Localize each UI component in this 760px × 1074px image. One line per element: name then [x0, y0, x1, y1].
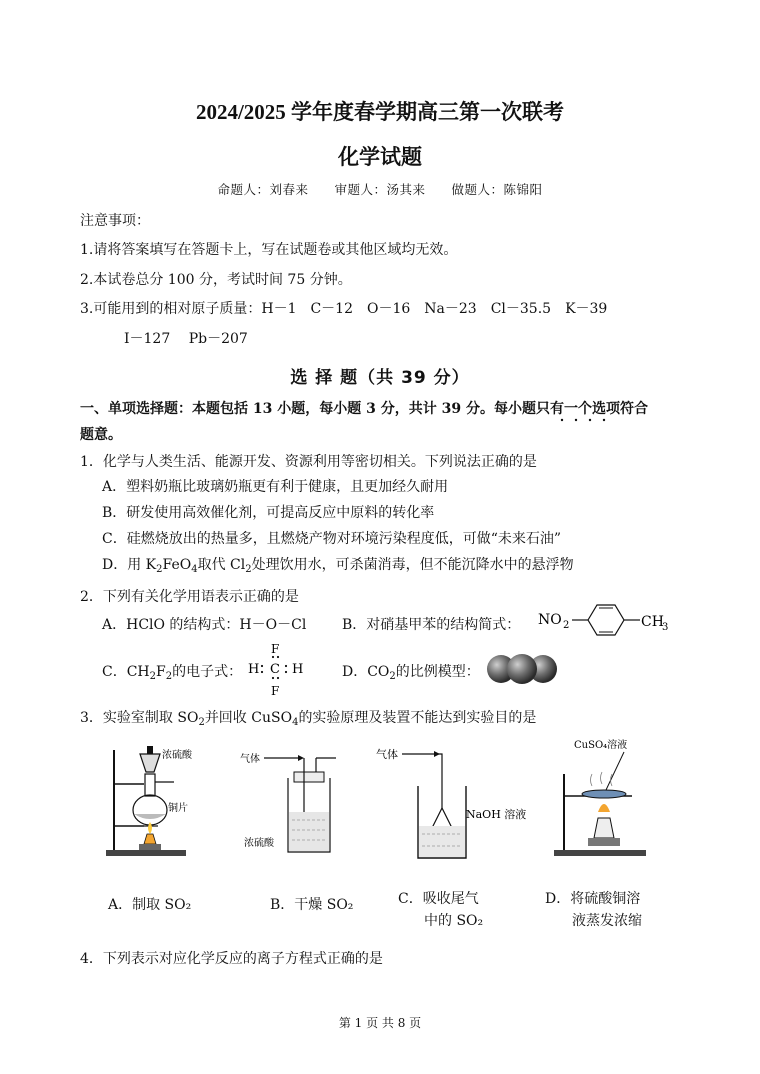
page-footer: 第 1 页 共 8 页 [338, 1016, 422, 1030]
section-instructions-cont: 题意。 [80, 427, 122, 443]
nitrotoluene-structure [530, 596, 680, 642]
ef-f-top: F [271, 642, 280, 656]
caption-d-line1: D．将硫酸铜溶 [545, 891, 641, 907]
notice-item-2: 2.本试卷总分 100 分，考试时间 75 分钟。 [80, 272, 352, 288]
caption-b: B．干燥 SO₂ [270, 897, 354, 913]
emphasis-dots [556, 417, 616, 423]
apparatus-a-figure [104, 740, 234, 864]
ef-h-left: H [248, 662, 260, 677]
apparatus-c-figure [374, 742, 544, 866]
notice-item-3: 3.可能用到的相对原子质量：H－1 C－12 O－16 Na－23 Cl－35.5 K－39 [80, 301, 608, 317]
notice-heading: 注意事项： [80, 213, 150, 229]
q4-stem: 4．下列表示对应化学反应的离子方程式正确的是 [80, 951, 383, 967]
q1-stem: 1．化学与人类生活、能源开发、资源利用等密切相关。下列说法正确的是 [80, 454, 537, 470]
fig-c-label-naoh: NaOH 溶液 [466, 808, 527, 821]
subject-title: 化学试题 [338, 145, 422, 169]
fig-a-label-acid: 浓硫酸 [162, 750, 192, 761]
q1-option-b: B．研发使用高效催化剂，可提高反应中原料的转化率 [102, 505, 435, 521]
q1-option-a: A．塑料奶瓶比玻璃奶瓶更有利于健康，且更加经久耐用 [102, 479, 449, 495]
q3-stem: 3．实验室制取 $SO_2$并回收 CuSO$_4$的实验原理及装置不能达到实验目的是 [80, 710, 537, 728]
q2-stem: 2．下列有关化学用语表示正确的是 [80, 589, 299, 605]
ef-f-bottom: F [271, 684, 280, 698]
methyl-label: CH [641, 614, 664, 630]
apparatus-d-figure [552, 734, 662, 860]
nitro-label: NO [538, 612, 562, 628]
caption-d-line2: 液蒸发浓缩 [572, 913, 642, 929]
methyl-sub: 3 [662, 622, 669, 633]
authors-line: 命题人：刘春来 审题人：汤其来 做题人：陈锦阳 [217, 182, 543, 197]
q2-option-b: B．对硝基甲苯的结构简式： [342, 617, 521, 633]
q1-option-d: D．用 $K_2FeO_4$取代 $Cl_2$处理饮用水，可杀菌消毒，但不能沉降水中的悬浮物 [102, 557, 574, 575]
ef-h-right: H [292, 662, 304, 677]
q2-option-d: D．$CO_2$的比例模型： [342, 664, 480, 682]
section-title: 选 择 题（共 39 分） [290, 368, 470, 388]
ch2f2-electron-formula [242, 640, 310, 700]
q2-option-c: C．$CH_2F_2$的电子式： [102, 664, 243, 682]
ef-c: C [270, 662, 280, 677]
caption-c-line2: 中的 SO₂ [424, 913, 484, 929]
nitro-sub: 2 [563, 620, 570, 631]
fig-d-label-cuso4: CuSO₄溶液 [574, 740, 628, 751]
q1-option-c: C．硅燃烧放出的热量多，且燃烧产物对环境污染程度低，可做“未来石油” [102, 531, 562, 547]
fig-b-label-gas: 气体 [240, 754, 260, 765]
fig-c-label-gas: 气体 [376, 748, 398, 761]
fig-b-label-acid: 浓硫酸 [244, 838, 274, 849]
section-instructions: 一、单项选择题：本题包括 13 小题，每小题 3 分，共计 39 分。每小题只有一个选项符合 [80, 401, 648, 417]
exam-title: 2024/2025 学年度春学期高三第一次联考 [195, 100, 565, 124]
caption-a: A．制取 SO₂ [108, 897, 192, 913]
q2-option-a: A．HClO 的结构式：H－O－Cl [102, 617, 307, 633]
co2-model [486, 652, 558, 686]
apparatus-b-figure [238, 748, 338, 862]
notice-item-1: 1.请将答案填写在答题卡上，写在试题卷或其他区域均无效。 [80, 242, 458, 258]
fig-a-label-copper: 铜片 [168, 803, 188, 814]
caption-c-line1: C．吸收尾气 [398, 891, 479, 907]
notice-item-3-cont: I－127 Pb－207 [124, 331, 248, 347]
